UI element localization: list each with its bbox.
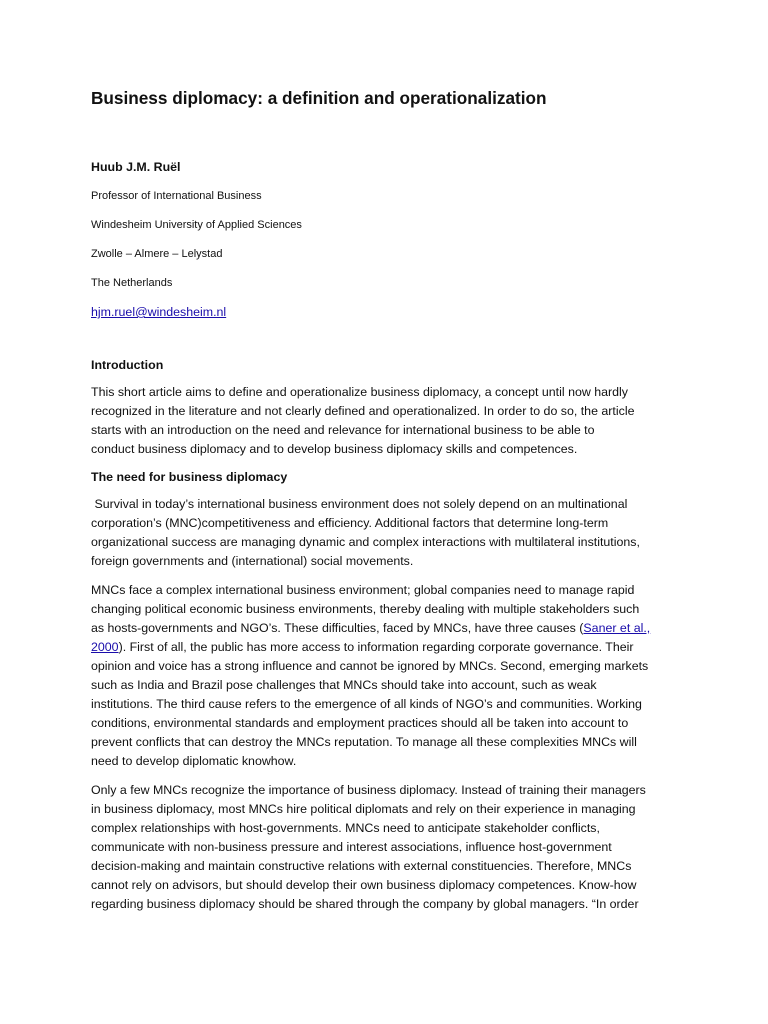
need-p1-line-2: corporation’s (MNC)competitiveness and efficiency. Additional factors that determine long-term	[91, 516, 609, 530]
intro-paragraph	[91, 383, 691, 459]
intro-line-3: starts with an introduction on the need and relevance for international business to be able to	[91, 423, 595, 437]
need-p3-line-3: complex relationships with host-governments. MNCs need to anticipate stakeholder conflicts,	[91, 821, 600, 835]
need-p2-line-4	[91, 638, 691, 657]
need-p2-line-7: institutions. The third cause refers to the emergence of all kinds of NGO’s and communities. Working	[91, 697, 642, 711]
need-p1-line-4: foreign governments and (international) social movements.	[91, 554, 414, 568]
need-p2-line-2: changing political economic business environments, thereby dealing with multiple stakeholders such	[91, 602, 640, 616]
need-p3-line-1: Only a few MNCs recognize the importance of business diplomacy. Instead of training their managers	[91, 783, 646, 797]
need-p2-line-10: need to develop diplomatic knowhow.	[91, 754, 297, 768]
need-p1-line-3: organizational success are managing dynamic and complex interactions with multilateral institutions,	[91, 535, 640, 549]
need-p1-line-1: Survival in today’s international business environment does not solely depend on an multinational	[91, 497, 628, 511]
need-p2-line-4-text: ). First of all, the public has more access to information regarding corporate governance. Their	[118, 640, 634, 654]
need-p2-line-9: prevent conflicts that can destroy the MNCs reputation. To manage all these complexities MNCs will	[91, 735, 637, 749]
affiliation-cities: Zwolle – Almere – Lelystad	[91, 248, 223, 260]
section-heading-introduction: Introduction	[91, 358, 164, 372]
need-p2-line-3-text: as hosts-governments and NGO’s. These difficulties, faced by MNCs, have three causes (	[91, 621, 584, 635]
affiliation-title: Professor of International Business	[91, 190, 262, 202]
intro-line-2: recognized in the literature and not clearly defined and operationalized. In order to do so, the article	[91, 404, 635, 418]
need-p2-line-1: MNCs face a complex international business environment; global companies need to manage rapid	[91, 583, 635, 597]
intro-line-1: This short article aims to define and operationalize business diplomacy, a concept until now hardly	[91, 385, 628, 399]
need-p3-line-4: communicate with non-business pressure and interest associations, influence host-government	[91, 840, 612, 854]
need-p3-line-2: in business diplomacy, most MNCs hire political diplomats and rely on their experience in managing	[91, 802, 636, 816]
author-email-link[interactable]: hjm.ruel@windesheim.nl	[91, 305, 227, 319]
need-p3-line-7: regarding business diplomacy should be shared through the company by global managers. “In order	[91, 897, 639, 911]
section-heading-need: The need for business diplomacy	[91, 470, 288, 484]
author-name: Huub J.M. Ruël	[91, 160, 181, 174]
need-p2-line-5: opinion and voice has a strong influence and cannot be ignored by MNCs. Second, emerging markets	[91, 659, 649, 673]
need-p3-line-6: cannot rely on advisors, but should develop their own business diplomacy competences. Know-how	[91, 878, 637, 892]
citation-link-part-1[interactable]: Saner et al.,	[583, 621, 651, 635]
need-p2-line-8: conditions, environmental standards and employment practices should all be taken into account to	[91, 716, 629, 730]
citation-link-part-2[interactable]: 2000	[91, 640, 119, 654]
intro-line-4: conduct business diplomacy and to develop business diplomacy skills and competences.	[91, 442, 578, 456]
need-p3-line-5: decision-making and maintain constructive relations with external constituencies. Therefore, MNCs	[91, 859, 632, 873]
document-title: Business diplomacy: a definition and operationalization	[91, 88, 547, 108]
document-page	[91, 86, 691, 924]
need-p2-line-6: such as India and Brazil pose challenges that MNCs should take into account, such as weak	[91, 678, 597, 692]
need-p2-line-3	[91, 619, 691, 638]
need-paragraph-2	[91, 581, 691, 771]
need-paragraph-3	[91, 781, 691, 914]
affiliation-university: Windesheim University of Applied Sciences	[91, 219, 302, 231]
affiliation-country: The Netherlands	[91, 277, 173, 289]
need-paragraph-1	[91, 495, 691, 571]
